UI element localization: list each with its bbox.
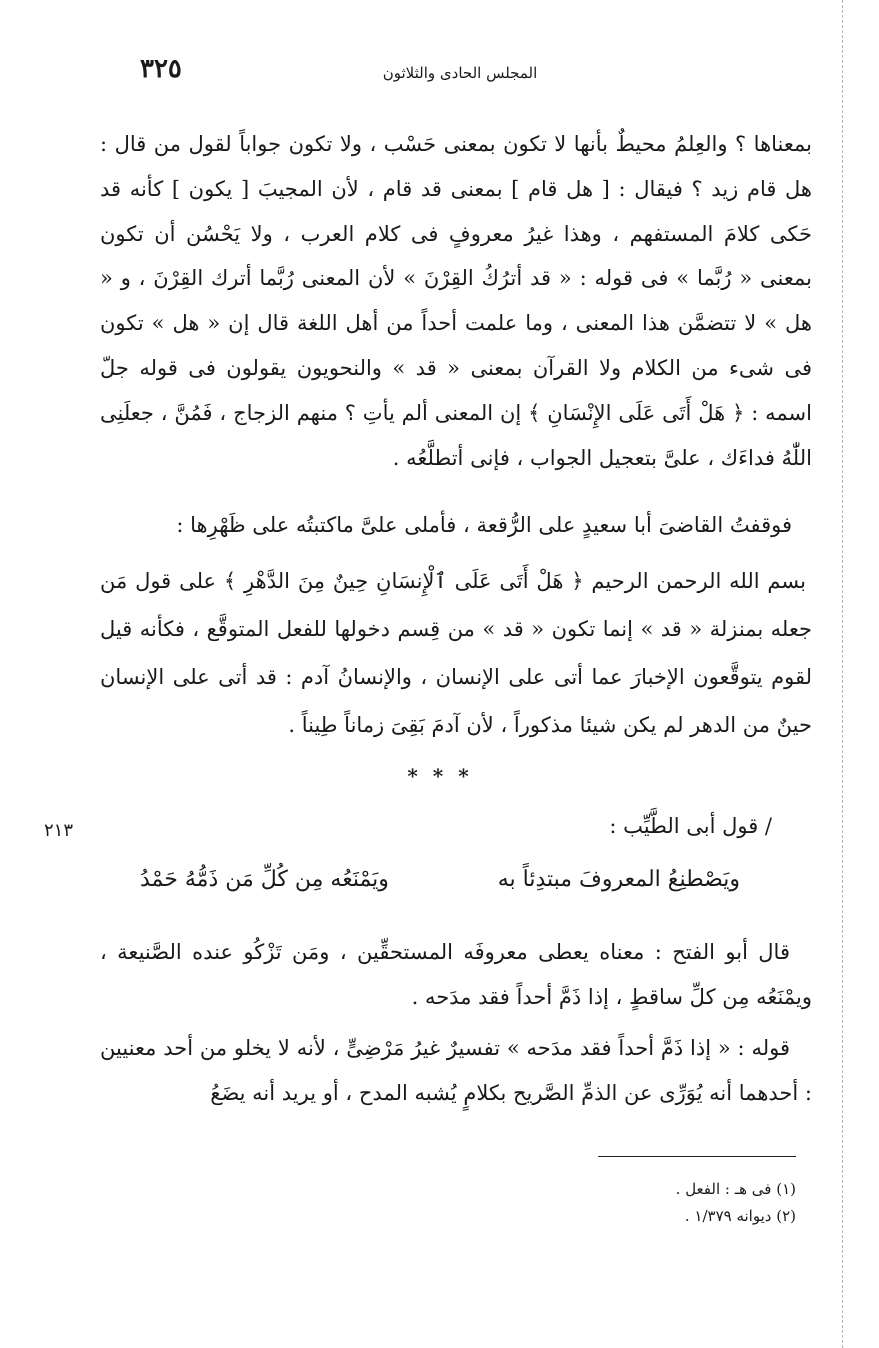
verse-second-hemistich: ويَمْنَعُه مِن كُلِّ مَن ذَمُّهُ حَمْدُ	[140, 867, 389, 892]
page-edge-line	[842, 0, 843, 1348]
page-header	[100, 54, 810, 94]
paragraph-2	[100, 503, 812, 548]
paragraph-5-text: قوله : « إذا ذَمَّ أحداً فقد مدَحه » تفسيرٌ غيرُ مَرْضِىٍّ ، لأنه لا يخلو من أحد معنيين : أحدهما أنه يُوَرِّى عن الذمِّ الصَّريح بكلامٍ يُشبه المدح ، أو يريد أنه يضَعُ	[100, 1036, 812, 1105]
paragraph-1	[100, 122, 812, 480]
page-number: ٣٢٥	[140, 54, 182, 84]
paragraph-4-text: قال أبو الفتح : معناه يعطى معروفَه المستحقِّين ، ومَن تَزْكُو عنده الصَّنيعة ، ويمْنَعُه مِن كلِّ ساقطٍ ، إذا ذَمَّ أحداً فقد مدَحه .	[100, 940, 812, 1009]
paragraph-5	[100, 1026, 812, 1116]
section-heading: / قول أبى الطَّيِّب :	[609, 814, 772, 838]
paragraph-3-text: بسم الله الرحمن الرحيم ﴿ هَلْ أَتَى عَلَى ٱلْإِنسَانِ حِينٌ مِنَ الدَّهْرِ ﴾ على قول مَن جعله بمنزلة « قد » إنما تكون « قد » من قِسم دخولها للفعل المتوقَّع ، فكأنه قيل لقوم يتوقَّعون الإخبارَ عما أتى على الإنسان ، والإنسانُ آدم : قد أتى على الإنسان حينٌ من الدهر لم يكن شيئا مذكوراً ، لأن آدمَ بَقِىَ زماناً طِيناً .	[100, 569, 812, 737]
paragraph-4	[100, 930, 812, 1020]
footnote-2: (٢) ديوانه ١/٣٧٩ .	[684, 1207, 796, 1225]
section-separator: * * *	[407, 764, 473, 788]
paragraph-3	[100, 557, 812, 749]
running-title: المجلس الحادى والثلاثون	[382, 64, 538, 82]
margin-page-number: ٢١٣	[44, 820, 74, 841]
footnote-divider	[598, 1156, 796, 1157]
footnotes	[500, 1176, 796, 1230]
verse-first-hemistich: ويَصْطنِعُ المعروفَ مبتدِئاً به	[497, 867, 740, 892]
footnote-1: (١) فى هـ : الفعل .	[675, 1180, 796, 1198]
paragraph-1-text: بمعناها ؟ والعِلمُ محيطٌ بأنها لا تكون بمعنى حَسْب ، ولا تكون جواباً لقول من قال : هل قام زيد ؟ فيقال : [ هل قام ] بمعنى قد قام ، لأن المجيبَ [ يكون ] كأنه قد حَكى كلامَ المستفهم ، وهذا غيرُ معروفٍ فى كلام العرب ، ولا يَحْسُن أن تكون بمعنى « رُبَّما » فى قوله : « قد أترُكُ القِرْنَ » لأن المعنى رُبَّما أترك القِرْنَ ، و « هل » لا تتضمَّن هذا المعنى ، وما علمت أحداً من أهل اللغة قال إن « هل » تكون فى شىء من الكلام ولا القرآن بمعنى « قد » والنحويون يقولون فى قوله جلّ اسمه : ﴿ هَلْ أَتَى عَلَى الإِنْسَانِ ﴾ إن المعنى ألم يأتِ ؟ منهم الزجاج ، فَمُنَّ ، جعلَنِى اللّٰهُ فداءَك ، علىَّ بتعجيل الجواب ، فإنى أتطلَّعُه .	[100, 132, 812, 470]
poetry-verse	[140, 867, 740, 903]
paragraph-2-text: فوقفتُ القاضىَ أبا سعيدٍ على الرُّقعة ، فأملى علىَّ ماكتبتُه على ظَهْرِها :	[176, 513, 792, 537]
